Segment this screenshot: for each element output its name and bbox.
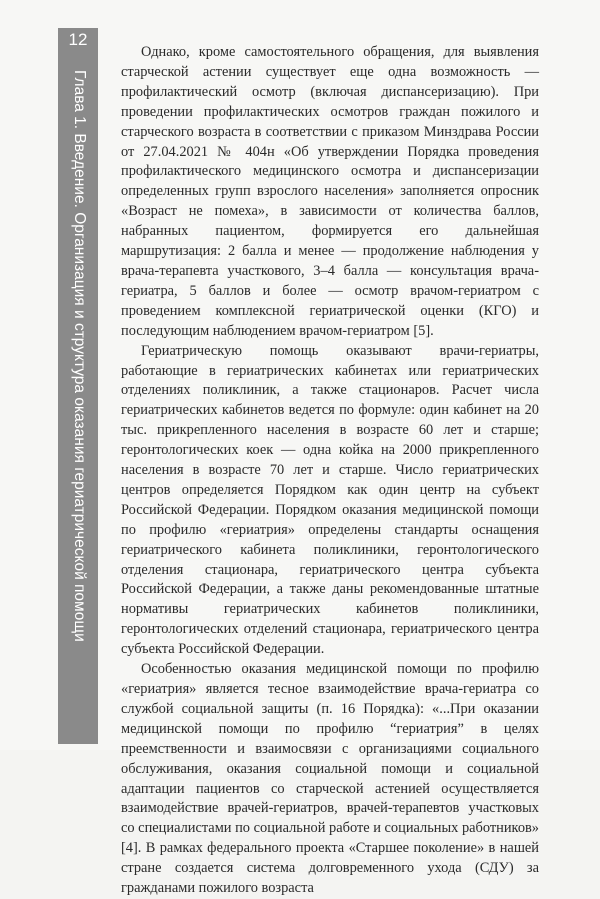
- paragraph: Однако, кроме самостоятельного обращения, для выявления старческой астении существует еще одна возможность — профилактический осмотр (включая диспансеризацию). При проведении профилактических осмотров граждан пожилого и старческого возраста в соответствии с приказом Минздрава России от 27.04.2021 № 404н «Об утверждении Порядка проведения профилактического медицинского осмотра и диспансеризации определенных групп взрослого населения» заполняется опросник «Возраст не помеха», в зависимости от количества баллов, набранных пациентом, формируется его дальнейшая маршрутизация: 2 балла и менее — продолжение наблюдения у врача-терапевта участкового, 3–4 балла — консультация врача-гериатра, 5 баллов и более — осмотр врачом-гериатром с проведением комплексной гериатрической оценки (КГО) и последующим наблюдением врачом-гериатром [5].: [121, 44, 539, 339]
- paragraph: Особенностью оказания медицинской помощи по профилю «гериатрия» является тесное взаимодействие врача-гериатра со службой социальной защиты (п. 16 Порядка): «...При оказании медицинской помощи по профилю “гериатрия” в целях преемственности и взаимосвязи с организациями социального обслуживания, оказания социальной помощи и социальной адаптации пациентов со старческой астенией осуществляется взаимодействие врачей-гериатров, врачей-терапевтов участковых со специалистами по социальной работе и социальных работников» [4]. В рамках федерального проекта «Старшее поколение» в нашей стране создается система долговременного ухода (СДУ) за гражданами пожилого возраста: [121, 661, 539, 897]
- chapter-title: Глава 1. Введение. Организация и структура оказания гериатрической помощи: [71, 70, 88, 642]
- paragraph: Гериатрическую помощь оказывают врачи-гериатры, работающие в гериатрических кабинетах или гериатрических отделениях поликлиник, а также стационаров. Расчет числа гериатрических кабинетов ведется по формуле: один кабинет на 20 тыс. прикрепленного населения в возрасте 60 лет и старше; геронтологических коек — одна койка на 2000 прикрепленного населения в возрасте 70 лет и старше. Число гериатрических центров определяется Порядком как один центр на субъект Российской Федерации. Порядком оказания медицинской помощи по профилю «гериатрия» определены стандарты оснащения гериатрического кабинета поликлиники, геронтологического отделения стационара, гериатрического центра субъекта Российской Федерации, а также даны рекомендованные штатные нормативы гериатрических кабинетов поликлиники, геронтологических отделений стационара, гериатрического центра субъекта Российской Федерации.: [121, 342, 539, 658]
- body-text: [121, 43, 539, 899]
- page-number: 12: [68, 30, 88, 49]
